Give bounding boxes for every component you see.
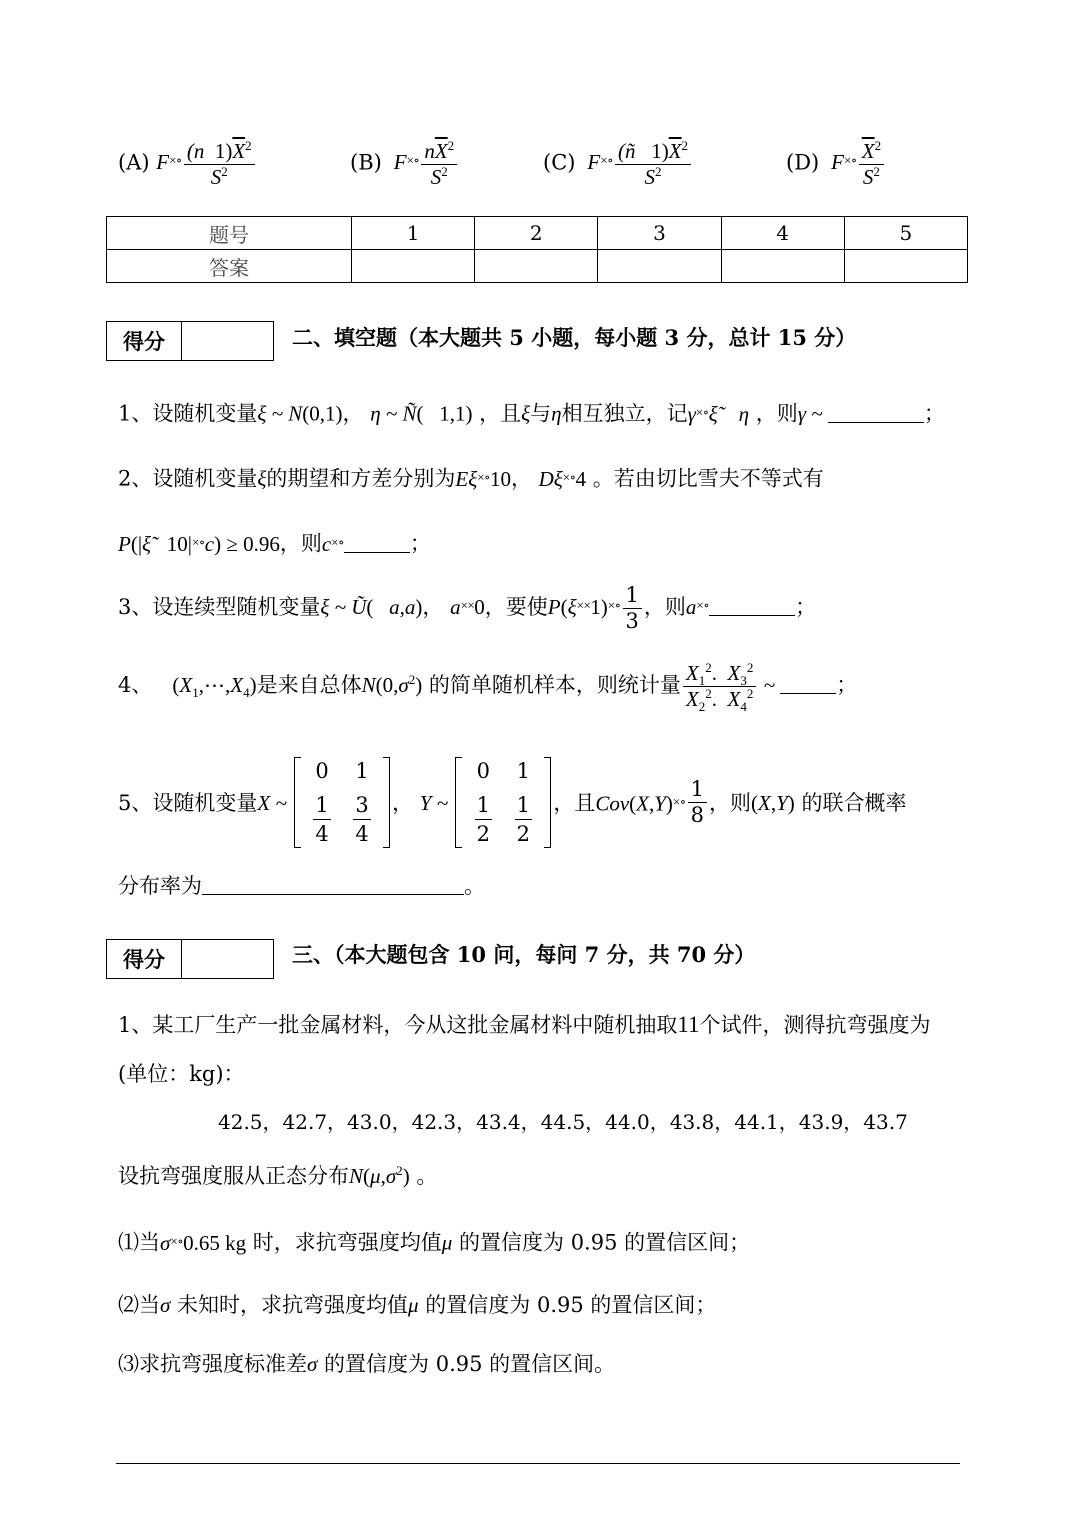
option-b-formula: F×∘ $\frac{n\overline{X}^2}{S^2}$ [389,150,460,174]
option-a-label: (A) [118,150,150,175]
q3-text: ， [422,595,444,620]
q3-text: 3、设连续型随机变量 [118,595,321,620]
q4-text: ； [836,673,858,698]
score-label: 得分 [107,322,182,360]
q4-text: 的简单随机样本，则统计量 [428,673,681,698]
score-field[interactable] [182,940,273,978]
option-a [118,140,257,189]
fill-question-1: 1、设随机变量ξ ~ N(0,1)， η ~ Ñ( 1,1) ，且ξ与η相互独立，记γ×∘ξ̃ η ，则γ ~ ； [118,401,945,426]
fill-question-2-line2: P(|ξ̃ 10|×∘c) ≥ 0.96，则c×∘ ； [118,531,431,556]
q2-text: ，则 [279,531,322,556]
q2-text: 。若由切比雪夫不等式有 [592,466,824,491]
q1-text: ， [342,401,364,426]
q5-text: 。 [464,874,485,898]
sub-question-text: 时，求抗弯强度均值 [252,1230,442,1255]
q5-text: ， [392,790,414,815]
q2-text: ； [409,531,431,556]
sub-question-text: ⑵当 [118,1293,160,1317]
sample-data: 42.5，42.7，43.0，42.3，43.4，44.5，44.0，43.8，44.1，43.9，43.7 [218,1110,908,1134]
section3-title: 三、（本大题包含 10 问，每问 7 分，共 70 分） [292,942,756,967]
option-b-label: (B) [350,150,382,175]
answer-cell[interactable] [598,250,721,283]
option-c [543,140,693,189]
answer-blank[interactable] [709,595,795,616]
score-label: 得分 [107,940,182,978]
option-c-label: (C) [543,150,576,175]
question-number-cell: 5 [844,217,967,250]
q2-text: 的期望和方差分别为 [266,466,456,491]
section2-title: 二、填空题（本大题共 5 小题，每小题 3 分，总计 15 分） [292,325,857,350]
sub-question-text: ⑴当 [118,1230,160,1255]
table-header-question-number: 题号 [107,217,352,250]
sub-question-text: 未知时，求抗弯强度均值 [177,1293,409,1317]
q2-text: 2、设随机变量 [118,466,258,491]
q5-text: 的联合概率 [801,790,907,815]
sub-question-2: ⑵当σ 未知时，求抗弯强度均值μ 的置信度为 0.95 的置信区间； [118,1293,717,1317]
sub-question-text: 的置信度为 0.95 的置信区间； [459,1230,751,1255]
problem-1-line4: 设抗弯强度服从正态分布$N(\mu,\sigma^2)$ 。 [118,1163,438,1188]
option-c-formula: F×∘ $\frac{(ñ 1)\overline{X}^2}{S^2}$ [582,150,693,174]
q3-text: ； [795,595,817,620]
answer-cell[interactable] [475,250,598,283]
answer-cell[interactable] [721,250,844,283]
q1-text: 与 [530,401,552,426]
answer-blank[interactable] [828,402,924,423]
fill-question-2: 2、设随机变量ξ的期望和方差分别为Eξ×∘10， Dξ×∘4 。若由切比雪夫不等式有 [118,466,824,491]
sample-count: 11 [677,1012,700,1037]
sub-question-text: 的置信度为 0.95 的置信区间。 [324,1352,616,1376]
sub-question-text: ⑶求抗弯强度标准差 [118,1352,307,1376]
option-d-formula: F×∘ $\frac{\overline{X}^2}{S^2}$ [826,150,886,174]
q1-text: ，且 [479,401,522,426]
problem-1-text: 设抗弯强度服从正态分布 [118,1164,349,1188]
answer-table [106,216,968,283]
score-box-section2 [106,321,274,361]
table-row [107,250,968,283]
problem-1-text: 1、某工厂生产一批金属材料，今从这批金属材料中随机抽取 [118,1013,678,1037]
table-row [107,217,968,250]
q1-text: ； [923,401,945,426]
question-number-cell: 3 [598,217,721,250]
problem-1-line2: (单位：kg)： [118,1062,245,1086]
option-b [350,140,459,189]
fill-question-4: 4、 $(X_1,\cdots,X_4)$是来自总体$N(0,\sigma^2)$ 的简单随机样本，则统计量 $\frac{X_1^2. X_3^2}{X_2^2. X_4^2}$ ~ ； [118,660,858,715]
matrix-x: 0 1 1 4 3 4 [294,757,390,848]
problem-1-text: 。 [416,1164,438,1188]
sub-question-text: 的置信度为 0.95 的置信区间； [425,1293,717,1317]
table-header-answer: 答案 [107,250,352,283]
q1-text: 1、设随机变量 [118,401,258,426]
answer-blank[interactable] [202,874,464,895]
question-number-cell: 1 [352,217,475,250]
q5-text: ，且 [553,790,596,815]
answer-blank[interactable] [344,532,410,553]
fill-question-5: 5、设随机变量 X ~ 0 1 1 4 3 4 ， Y ~ 0 1 1 2 1 2 ，且 Cov(X,Y)×∘ $\frac{1}{8}$ ，则 (X,Y) 的联合概率 [118,759,907,846]
fill-question-5-line2 [118,872,485,900]
q3-text: ，则 [643,595,686,620]
q5-text: 5、设随机变量 [118,790,258,815]
problem-1-text: 个试件，测得抗弯强度为 [699,1013,931,1037]
footer-divider [116,1463,960,1464]
sub-question-3: ⑶求抗弯强度标准差σ 的置信度为 0.95 的置信区间。 [118,1352,616,1376]
sub-question-1: ⑴当σ×∘0.65 kg 时，求抗弯强度均值μ 的置信度为 0.95 的置信区间； [118,1230,751,1255]
option-d [786,140,886,189]
score-box-section3 [106,939,274,979]
option-d-label: (D) [786,150,820,175]
q5-text: ，则 [709,790,752,815]
q4-text: 4、 [118,673,153,698]
q3-text: ，要使 [484,595,548,620]
problem-1-line1 [118,1011,931,1039]
option-a-formula: F×∘ $\frac{(n⁢ 1)\overline{X}^2}{S^2}$ [156,150,256,174]
q5-text: 分布率为 [118,874,202,898]
answer-blank[interactable] [780,673,836,694]
answer-cell[interactable] [352,250,475,283]
score-field[interactable] [182,322,273,360]
q1-text: ，则 [755,401,798,426]
q2-text: ， [510,466,532,491]
question-number-cell: 2 [475,217,598,250]
q4-text: 是来自总体 [256,673,362,698]
answer-cell[interactable] [844,250,967,283]
question-number-cell: 4 [721,217,844,250]
matrix-y: 0 1 1 2 1 2 [455,757,551,848]
fill-question-3: 3、设连续型随机变量ξ ~ Ũ( a,a)， a××0，要使P(ξ××1)×∘ $\frac{1}{3}$ ，则a×∘ ； [118,583,817,634]
q1-text: 相互独立，记 [561,401,688,426]
